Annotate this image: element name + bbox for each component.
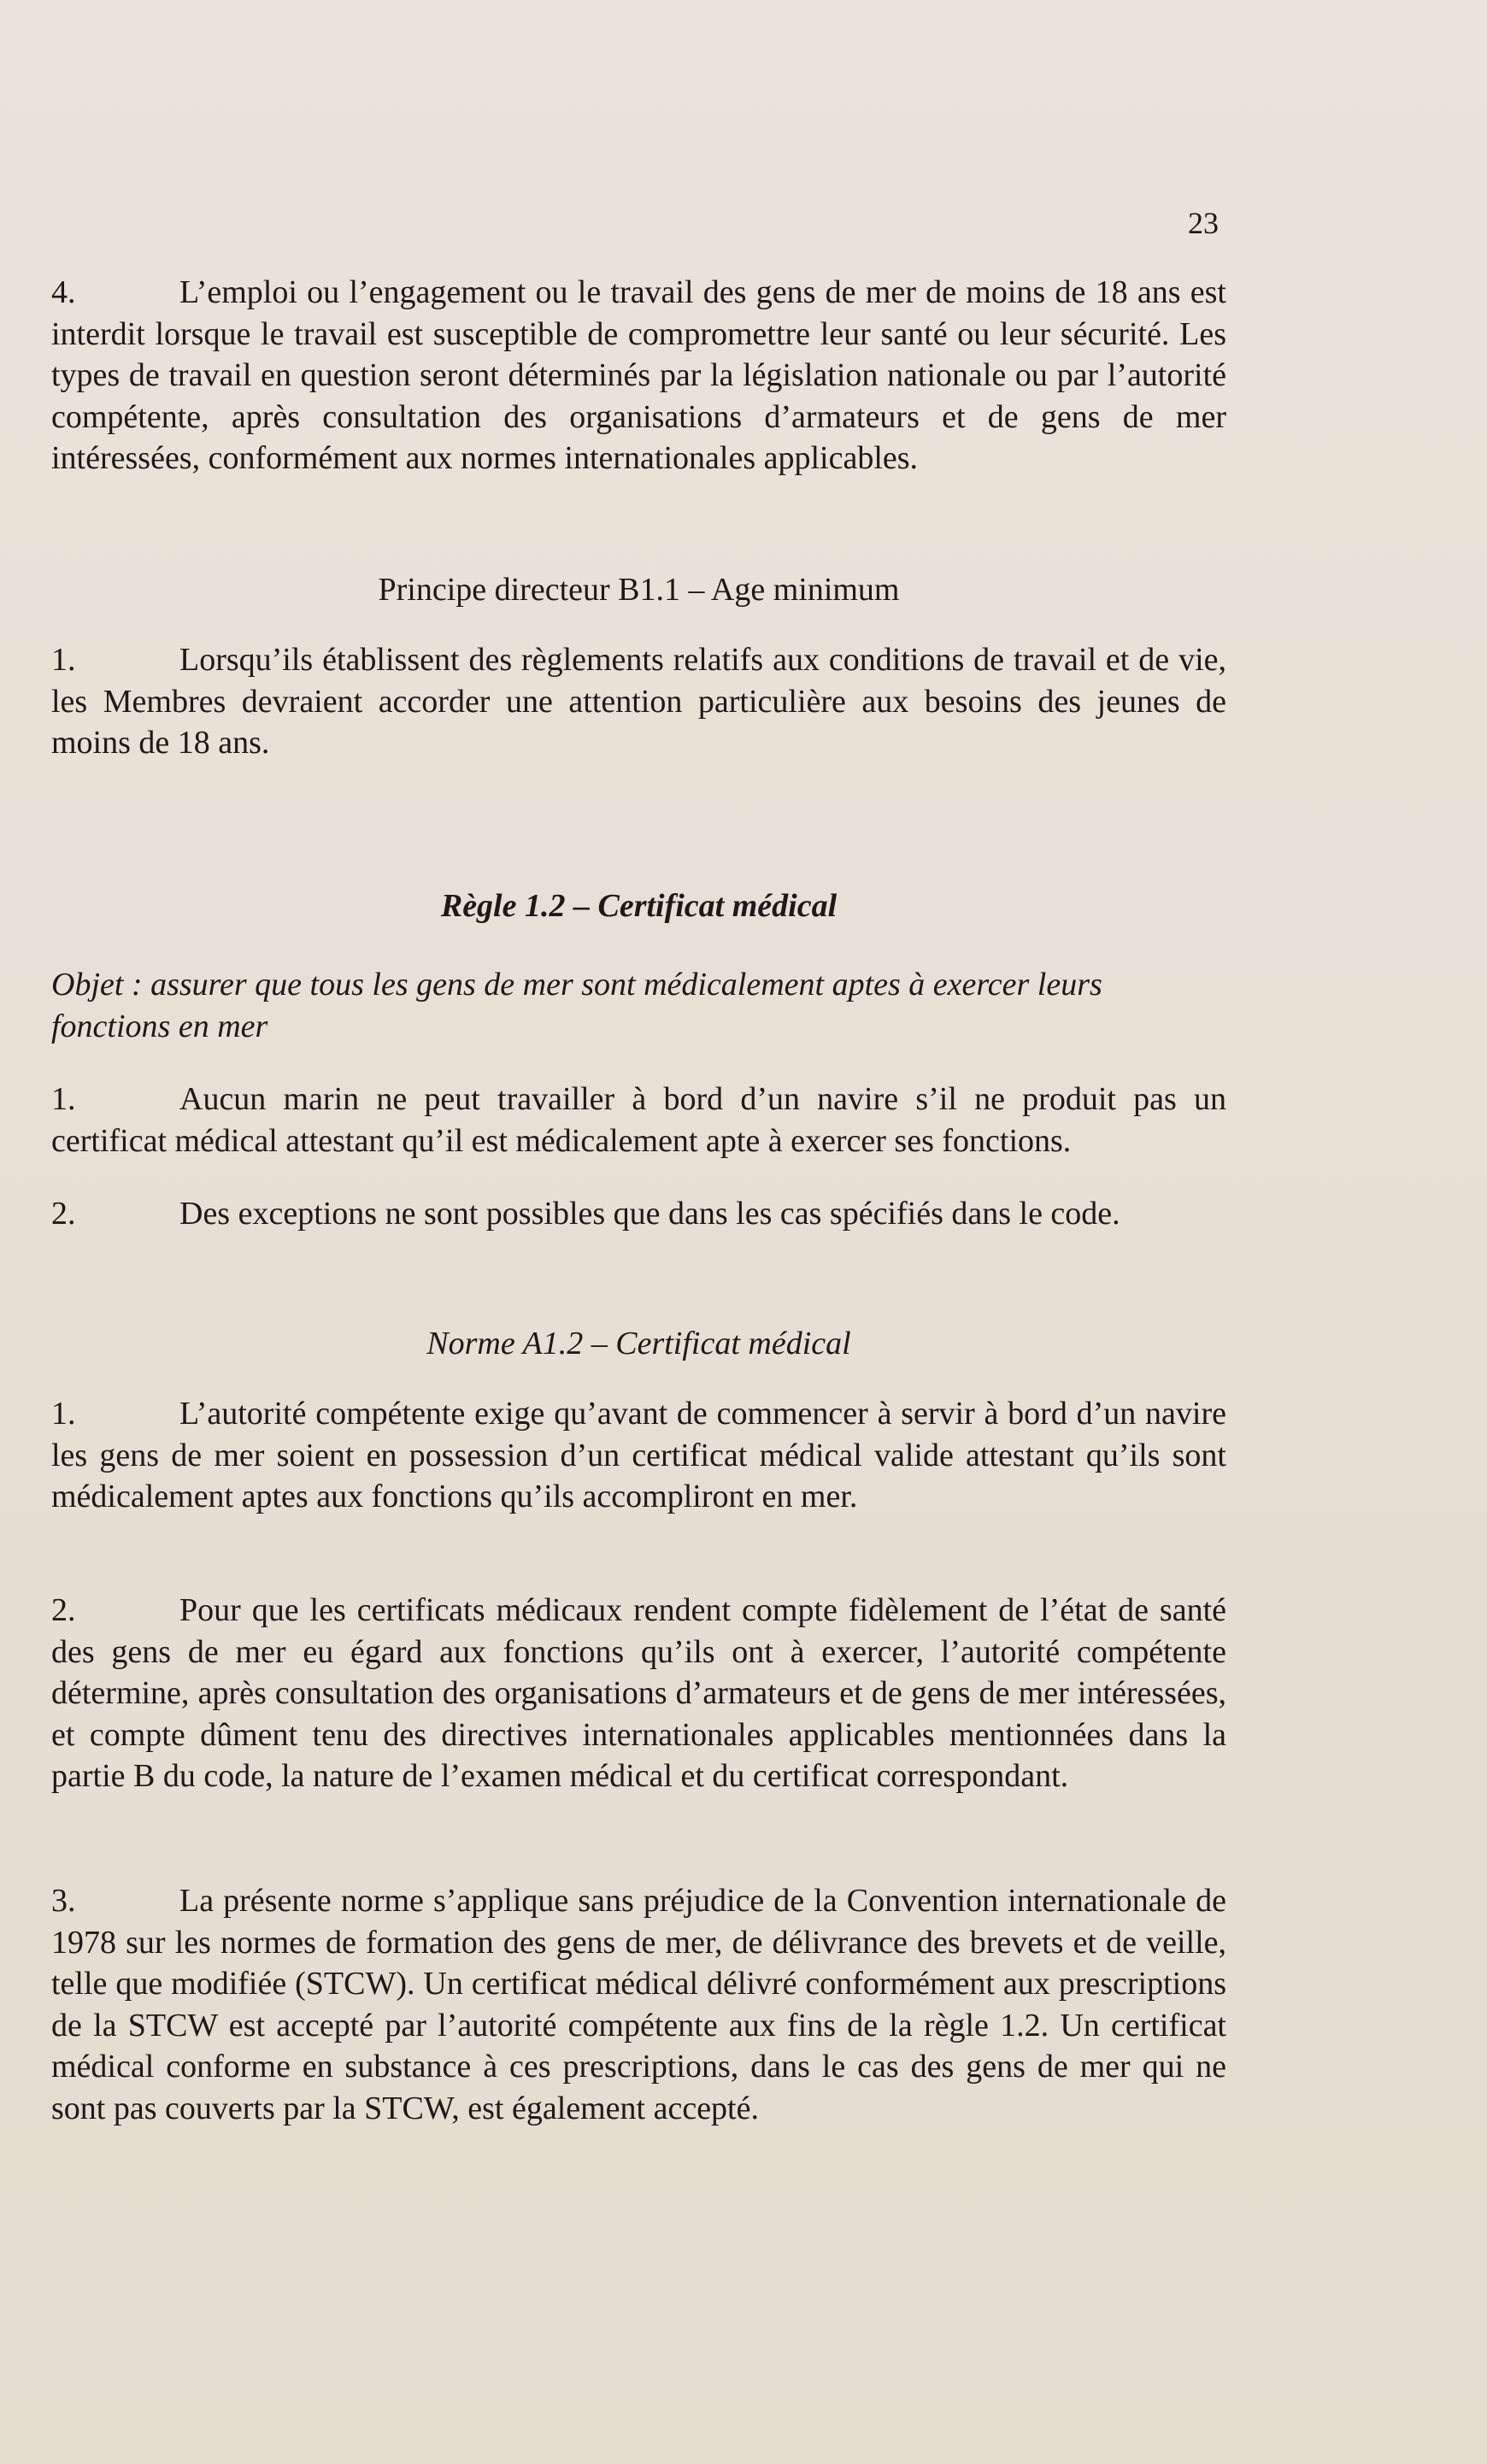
paragraph-4 (51, 272, 1226, 479)
standard-paragraph-1 (51, 1393, 1226, 1518)
paragraph-text: La présente norme s’applique sans préjudice de la Convention internationale de 1978 sur les normes de formation des gens de mer, de délivrance des brevets et de veille, telle que modifiée (STCW). Un certificat médical délivré conformément aux prescriptions de la STCW est accepté par l’autorité compétente aux fins de la règle 1.2. Un certificat médical conforme en substance à ces prescriptions, dans le cas des gens de mer qui ne sont pas couverts par la STCW, est également accepté. (51, 1883, 1226, 2126)
paragraph-number: 4. (51, 274, 76, 310)
standard-paragraph-3 (51, 1880, 1226, 2129)
paragraph-number: 1. (51, 1396, 76, 1432)
paragraph-text: L’emploi ou l’engagement ou le travail des gens de mer de moins de 18 ans est interdit lorsque le travail est susceptible de compromettre leur santé ou leur sécurité. Les types de travail en question seront déterminés par la législation nationale ou par l’autorité compétente, après consultation des organisations d’armateurs et de gens de mer intéressées, conformément aux normes internationales applicables. (51, 274, 1226, 476)
paragraph-number: 2. (51, 1592, 76, 1628)
paragraph-number: 1. (51, 642, 76, 678)
paragraph-text: Des exceptions ne sont possibles que dans les cas spécifiés dans le code. (179, 1196, 1120, 1232)
page-number: 23 (1188, 206, 1219, 240)
paragraph-text: L’autorité compétente exige qu’avant de commencer à servir à bord d’un navire les gens de mer soient en possession d’un certificat médical valide attestant qu’ils sont médicalement aptes aux fonctions qu’ils accompliront en mer. (51, 1396, 1226, 1514)
paragraph-number: 3. (51, 1883, 76, 1919)
paragraph-number: 1. (51, 1081, 76, 1117)
paragraph-text: Pour que les certificats médicaux rendent compte fidèlement de l’état de santé des gens de mer eu égard aux fonctions qu’ils ont à exercer, l’autorité compétente détermine, après consultation des organisations d’armateurs et de gens de mer intéressées, et compte dûment tenu des directives internationales applicables mentionnées dans la partie B du code, la nature de l’examen médical et du certificat correspondant. (51, 1592, 1226, 1794)
standard-paragraph-2 (51, 1590, 1226, 1797)
paragraph-text: Aucun marin ne peut travailler à bord d’un navire s’il ne produit pas un certificat médical attestant qu’il est médicalement apte à exercer ses fonctions. (51, 1081, 1226, 1159)
regulation-purpose: Objet : assurer que tous les gens de mer sont médicalement aptes à exercer leurs fonctions en mer (51, 967, 1102, 1044)
guideline-heading: Principe directeur B1.1 – Age minimum (378, 572, 900, 608)
regulation-paragraph-2 (51, 1193, 1226, 1235)
paragraph-number: 2. (51, 1196, 76, 1232)
regulation-paragraph-1 (51, 1079, 1226, 1161)
regulation-heading: Règle 1.2 – Certificat médical (440, 888, 838, 924)
standard-heading: Norme A1.2 – Certificat médical (426, 1326, 851, 1361)
paragraph-text: Lorsqu’ils établissent des règlements relatifs aux conditions de travail et de vie, les Membres devraient accorder une attention particulière aux besoins des jeunes de moins de 18 ans. (51, 642, 1226, 761)
guideline-paragraph-1 (51, 639, 1226, 764)
